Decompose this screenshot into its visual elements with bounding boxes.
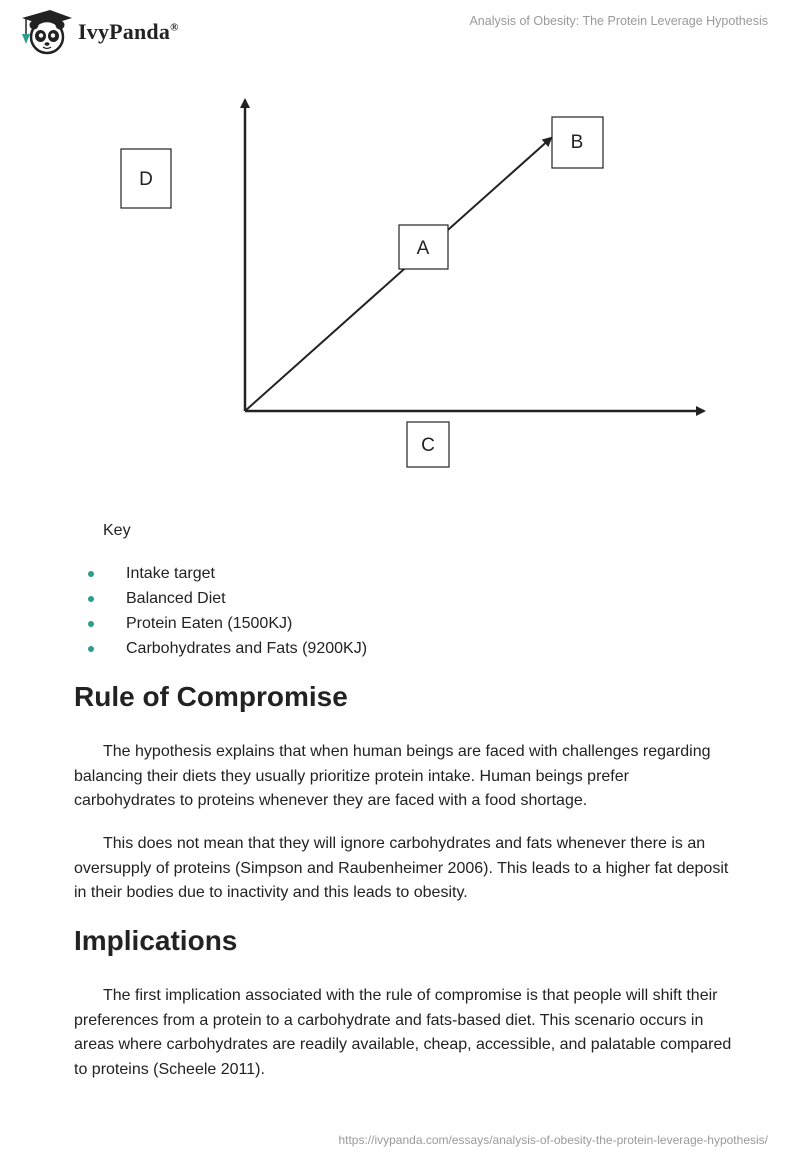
bullet-icon	[88, 646, 94, 652]
key-item-carbohydrates-fats: Carbohydrates and Fats (9200KJ)	[74, 638, 367, 663]
svg-text:B: B	[570, 132, 584, 154]
key-list	[74, 563, 367, 663]
box-b	[552, 117, 603, 168]
key-item-intake-target: Intake target	[74, 563, 367, 588]
paragraph: The hypothesis explains that when human beings are faced with challenges regarding balancing their diets they usually prioritize protein intake. Human beings prefer carbohydrates to proteins whenever they are faced with a food shortage.	[74, 743, 711, 810]
paragraph: This does not mean that they will ignore carbohydrates and fats whenever there is an oversupply of proteins (Simpson and Raubenheimer 2006). This leads to a higher fat deposit in their bodies due to inactivity and this leads to obesity.	[74, 835, 729, 902]
intake-diagram	[100, 80, 740, 500]
document-title: Analysis of Obesity: The Protein Leverage Hypothesis	[469, 14, 768, 28]
bullet-icon	[88, 571, 94, 577]
bullet-icon	[88, 596, 94, 602]
section-heading-implications: Implications	[74, 925, 238, 956]
bullet-icon	[88, 621, 94, 627]
key-item-balanced-diet: Balanced Diet	[74, 588, 367, 613]
paragraph: The first implication associated with the rule of compromise is that people will shift their preferences from a protein to a carbohydrate and fats-based diet. This scenario occurs in areas where carbohydrates are readily available, cheap, accessible, and palatable compared to proteins (Scheele 2011).	[74, 987, 732, 1079]
key-label: Key	[103, 522, 131, 539]
page-header	[0, 0, 800, 60]
box-c	[407, 422, 449, 467]
brand-name: IvyPanda®	[78, 19, 179, 44]
intake-rail-arrow	[245, 138, 551, 411]
source-url-link[interactable]: https://ivypanda.com/essays/analysis-of-obesity-the-protein-leverage-hypothesis/	[338, 1133, 768, 1147]
panda-logo-icon	[16, 8, 74, 56]
svg-text:D: D	[139, 169, 153, 191]
box-a	[399, 225, 448, 269]
section-heading-rule-of-compromise: Rule of Compromise	[74, 681, 348, 712]
svg-text:A: A	[416, 238, 430, 260]
box-d	[121, 149, 171, 208]
key-item-protein-eaten: Protein Eaten (1500KJ)	[74, 613, 367, 638]
ivypanda-logo[interactable]	[16, 8, 179, 56]
svg-text:C: C	[421, 435, 435, 457]
